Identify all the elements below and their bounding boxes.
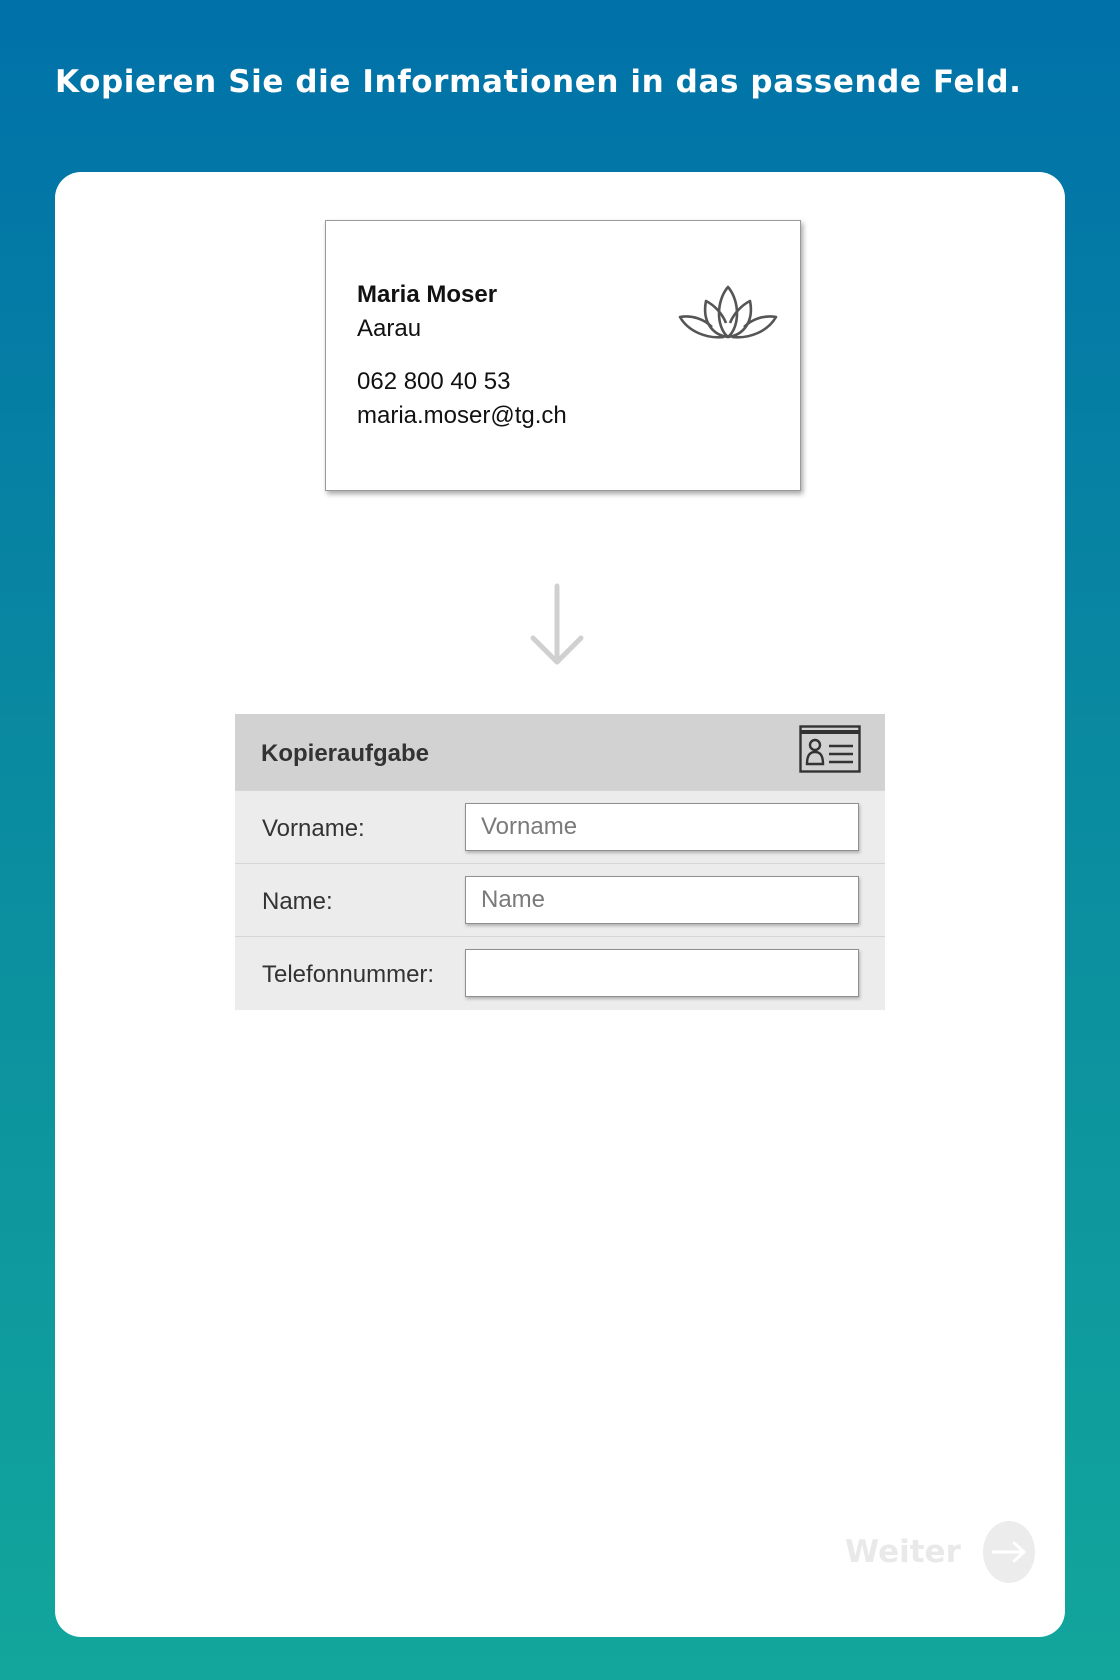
vorname-label: Vorname: — [262, 815, 365, 842]
name-label: Name: — [262, 888, 333, 915]
vorname-input[interactable] — [465, 803, 859, 851]
copy-task-form — [235, 714, 885, 1010]
next-button[interactable] — [845, 1520, 1035, 1584]
card-name: Maria Moser — [357, 281, 498, 308]
lotus-icon — [676, 279, 780, 343]
telefonnummer-input[interactable] — [465, 949, 859, 997]
next-button-label: Weiter — [845, 1534, 961, 1570]
card-email: maria.moser@tg.ch — [357, 402, 567, 429]
business-card — [325, 220, 801, 491]
form-row-name — [235, 863, 885, 936]
form-row-telefonnummer — [235, 936, 885, 1009]
arrow-right-icon — [991, 1541, 1027, 1563]
next-button-circle[interactable] — [983, 1521, 1035, 1583]
form-header — [235, 714, 885, 790]
name-input[interactable] — [465, 876, 859, 924]
form-row-vorname — [235, 790, 885, 863]
card-phone: 062 800 40 53 — [357, 368, 511, 395]
card-city: Aarau — [357, 315, 422, 342]
contact-card-icon — [799, 725, 861, 773]
form-title: Kopieraufgabe — [261, 740, 430, 767]
arrow-down-icon — [529, 582, 585, 668]
instruction-text: Kopieren Sie die Informationen in das passende Feld. — [55, 64, 1022, 100]
telefonnummer-label: Telefonnummer: — [262, 961, 435, 988]
task-panel — [55, 172, 1065, 1637]
